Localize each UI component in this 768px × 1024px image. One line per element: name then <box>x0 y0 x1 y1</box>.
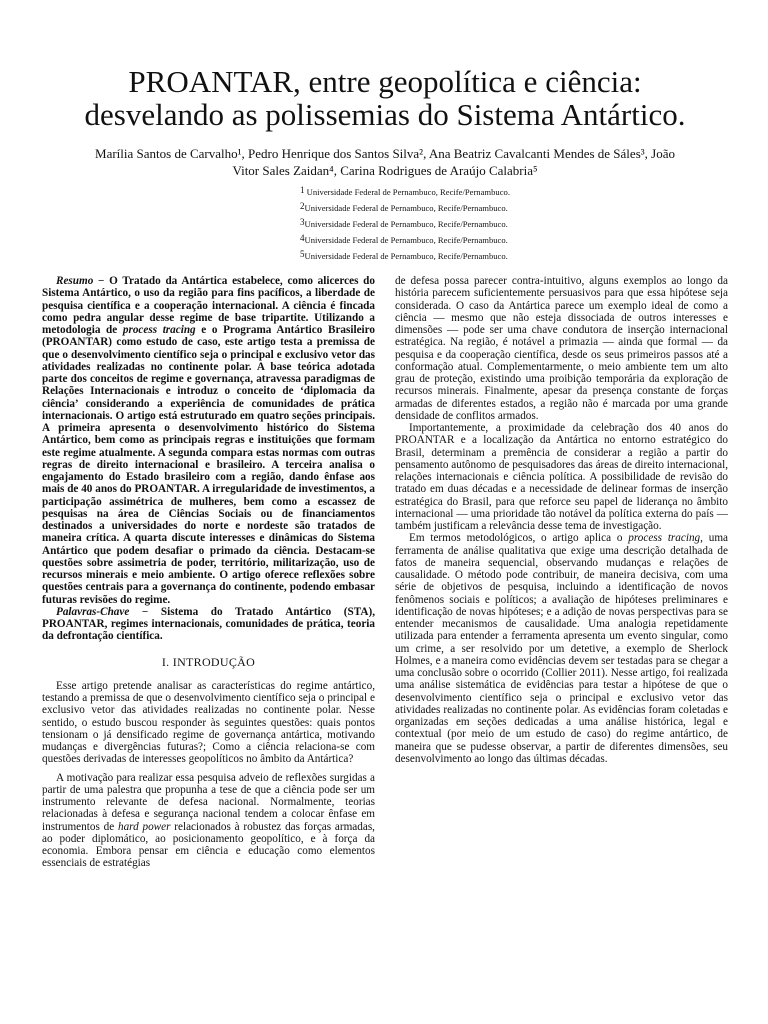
abstract <box>42 275 375 606</box>
abstract-label: Resumo <box>56 275 94 288</box>
title-line-1: PROANTAR, entre geopolítica e ciência: <box>128 64 642 99</box>
affiliation-2 <box>300 199 728 215</box>
intro-p4-text-a: Em termos metodológicos, o artigo aplica o <box>409 532 629 545</box>
title-line-2: desvelando as polissemias do Sistema Antártico. <box>84 96 686 132</box>
abstract-italic-term: process tracing <box>122 324 196 337</box>
intro-paragraph-3: Importantemente, a proximidade da celebração dos 40 anos do PROANTAR e a localização da Antártica no entorno estratégico do Brasil, determinam a premência de considerar a região a partir do pensamento autônomo de pesquisadores das áreas de direito internacional, relações internacionais e ciência política. A possibilidade de revisão do tratado em duas décadas e a necessidade de delinear formas de inserção estratégica do Brasil, para que reforce seu papel de liderança no âmbito internacional — uma prioridade tão notável da política externa do país — também justificam a relevância desse tema de investigação. <box>395 422 728 533</box>
keywords <box>42 606 375 643</box>
affiliation-text: Universidade Federal de Pernambuco, Recife/Pernambuco. <box>304 203 508 214</box>
affiliation-4 <box>300 231 728 247</box>
affiliation-1 <box>300 183 728 199</box>
affiliation-number: 2 <box>300 201 305 212</box>
affiliation-text: Universidade Federal de Pernambuco, Recife/Pernambuco. <box>304 219 508 230</box>
intro-p4-text-b: , uma ferramenta de análise qualitativa que exige uma descrição detalhada de fatos de maneira sequencial, observando mudanças e relações de causalidade. O método pode contribuir, de maneira decisiva, com uma série de objetivos de pesquisa, incluindo a identificação de novos fenômenos sociais e políticos; a avaliação de hipóteses preliminares e identificação de novas hipóteses; e a adição de novas perspectivas para se entender mecanismos de causalidade. Uma analogia repetidamente utilizada para entender a ferramenta apresenta um evento singular, como um crime, a ser resolvido por um detetive, a exemplo de Sherlock Holmes, e a maneira como evidências devem ser testadas para se chegar a uma conclusão sobre o ocorrido (Collier 2011). Nesse artigo, foi realizada uma análise sistemática de evidências para testar a hipótese de que o desenvolvimento científico seja o principal e exclusivo vetor das atividades realizadas no continente polar. As evidências foram coletadas e organizadas em seções dedicadas a uma análise histórica, legal e contextual (por meio de um estudo de caso) do regime antártico, de maneira que se pudesse observar, a partir de diferentes dimensões, seu desenvolvimento ao longo das últimas décadas. <box>395 532 728 765</box>
intro-paragraph-2 <box>42 772 375 870</box>
paper-title <box>42 66 728 131</box>
affiliation-number: 4 <box>300 233 305 244</box>
two-column-body <box>42 275 728 870</box>
abstract-text-b: e o Programa Antártico Brasileiro (PROANTAR) como estudo de caso, este artigo testa a premissa de que o desenvolvimento científico seja o principal e exclusivo vetor das atividades realizadas no continente polar. A base teórica adotada parte dos conceitos de regime e governança, atravessa paradigmas de Relações Internacionais e introduz o conceito de ‘diplomacia da ciência’ considerando a experiência de comunidades de prática internacionais. O artigo está estruturado em quatro seções principais. A primeira apresenta o desenvolvimento histórico do Sistema Antártico, bem como as principais regras e instituições que formam este regime atualmente. A segunda compara estas normas com outras regras de direito internacional e brasileiro. A terceira analisa o engajamento do Estado brasileiro com a região, dando ênfase aos mais de 40 anos do PROANTAR. A irregularidade de investimentos, a participação assimétrica de mulheres, bem como a escassez de pesquisas na área de Ciências Sociais ou de financiamentos destinados a universidades do norte e nordeste são tratados de maneira crítica. A quarta discute interesses e dinâmicas do Sistema Antártico que podem desafiar o primado da ciência. Destacam-se questões sobre assimetria de poder, território, militarização, uso de recursos minerais e meio ambiente. O artigo oferece reflexões sobre questões centrais para a governança do continente, podendo embasar futuras revisões do regime. <box>42 324 376 606</box>
keywords-text: Sistema do Tratado Antártico (STA), PROANTAR, regimes internacionais, comunidades de prática, teoria da defrontação científica. <box>42 605 375 643</box>
intro-paragraph-2-continued: de defesa possa parecer contra-intuitivo, alguns exemplos ao longo da história parecem suficientemente persuasivos para que essa hipótese seja considerada. O caso da Antártica parece um exemplo ideal de como a ciência — mesmo que não esteja dissociada de outros interesses e dimensões — pode ser uma chave condutora de inserção internacional estratégica. Na região, é notável a primazia — ainda que formal — da pesquisa e da cooperação científica, desde os seus primeiros passos até a conformação atual. Complementarmente, o meio ambiente tem um alto grau de proteção, existindo uma proibição temporária da exploração de recursos minerais. Finalmente, apesar da presença constante de forças armadas de diferentes estados, a região não é marcada por uma grande densidade de conflitos armados. <box>395 275 728 422</box>
intro-paragraph-4 <box>395 532 728 765</box>
keywords-label: Palavras-Chave <box>56 605 130 618</box>
affiliation-number: 3 <box>300 217 305 228</box>
affiliation-text: Universidade Federal de Pernambuco, Recife/Pernambuco. <box>304 235 508 246</box>
affiliation-list <box>300 183 728 263</box>
keywords-dash: − <box>129 605 161 618</box>
affiliation-text: Universidade Federal de Pernambuco, Recife/Pernambuco. <box>304 251 508 262</box>
affiliation-5 <box>300 247 728 263</box>
abstract-text-a: O Tratado da Antártica estabelece, como alicerces do Sistema Antártico, o uso da região para fins pacíficos, a liberdade de pesquisa científica e a cooperação internacional. A ciência é fincada como pedra angular desse regime de base tripartite. Utilizando a metodologia de <box>42 275 375 337</box>
intro-paragraph-1: Esse artigo pretende analisar as características do regime antártico, testando a premissa de que o desenvolvimento científico seja o principal e exclusivo vetor das atividades realizadas no continente polar. Nesse sentido, o estudo buscou responder às seguintes questões: quais pontos tensionam o já densificado regime de governança antártica, motivando mudanças e divergências futuras?; Como a ciência relaciona-se com questões derivadas de interesses geopolíticos no âmbito da Antártica? <box>42 679 375 766</box>
right-column <box>395 275 728 870</box>
affiliation-3 <box>300 215 728 231</box>
affiliation-number: 5 <box>300 249 305 260</box>
intro-p2-text-a: A motivação para realizar essa pesquisa adveio de reflexões surgidas a partir de uma palestra que propunha a tese de que a ciência pode ser um instrumento relevante de defesa nacional. Normalmente, teorias relacionadas à defesa e segurança nacional tendem a colocar ênfase em instrumentos de <box>42 771 375 833</box>
author-list: Marília Santos de Carvalho¹, Pedro Henrique dos Santos Silva², Ana Beatriz Cavalcanti Mendes de Sáles³, João Vitor Sales Zaidan⁴, Carina Rodrigues de Araújo Calabria⁵ <box>95 146 675 179</box>
intro-p4-italic-term: process tracing <box>628 532 701 545</box>
left-column <box>42 275 375 870</box>
affiliation-text: Universidade Federal de Pernambuco, Recife/Pernambuco. <box>304 187 510 198</box>
abstract-dash: − <box>93 275 110 288</box>
section-heading-introduction: I. INTRODUÇÃO <box>161 654 256 669</box>
intro-p2-text-b: relacionados à robustez das forças armadas, ao poder diplomático, ao posicionamento geopolítico, e à força da economia. Embora pensar em ciência e educação como elementos essenciais de estratégias <box>42 820 375 870</box>
intro-p2-italic-term: hard power <box>117 820 171 833</box>
affiliation-number: 1 <box>300 185 305 196</box>
